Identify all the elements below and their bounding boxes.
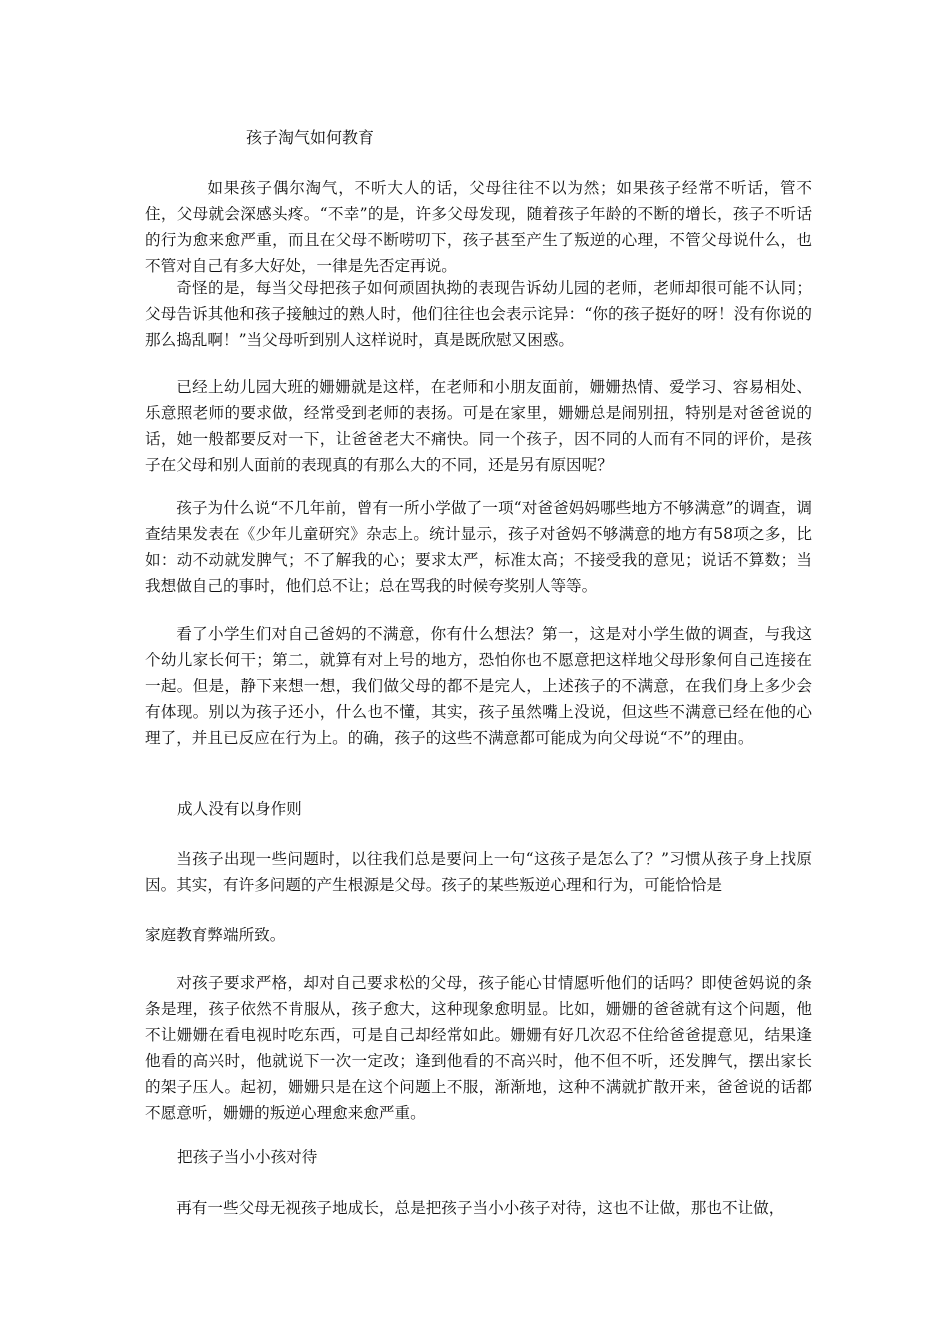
document-title: 孩子淘气如何教育 [246, 128, 375, 147]
paragraph-6: 当孩子出现一些问题时，以往我们总是要问上一句“这孩子是怎么了？”习惯从孩子身上找原因。其实，有许多问题的产生根源是父母。孩子的某些叛逆心理和行为，可能恰恰是 [145, 850, 812, 894]
paragraph-8: 对孩子要求严格，却对自己要求松的父母，孩子能心甘情愿听他们的话吗？即使爸妈说的条条是理，孩子依然不肯服从，孩子愈大，这种现象愈明显。比如，姗姗的爸爸就有这个问题，他不让姗姗在看电视时吃东西，可是自己却经常如此。姗姗有好几次忍不住给爸爸提意见，结果逢他看的高兴时，他就说下一次一定改；逢到他看的不高兴时，他不但不听，还发脾气，摆出家长的架子压人。起初，姗姗只是在这个问题上不服，渐渐地，这种不满就扩散开来，爸爸说的话都不愿意听，姗姗的叛逆心理愈来愈严重。 [145, 974, 812, 1122]
paragraph-2: 奇怪的是，每当父母把孩子如何顽固执拗的表现告诉幼儿园的老师，老师却很可能不认同；父母告诉其他和孩子接触过的熟人时，他们往往也会表示诧异：“你的孩子挺好的呀！没有你说的那么捣乱啊！”当父母听到别人这样说时，真是既欣慰又困惑。 [145, 279, 812, 349]
paragraph-1: 如果孩子偶尔淘气，不听大人的话，父母往往不以为然；如果孩子经常不听话，管不住，父母就会深感头疼。“不幸”的是，许多父母发现，随着孩子年龄的不断的增长，孩子不听话的行为愈来愈严重，而且在父母不断唠叨下，孩子甚至产生了叛逆的心理，不管父母说什么，也不管对自己有多大好处，一律是先否定再说。 [145, 179, 812, 275]
paragraph-3: 已经上幼儿园大班的姗姗就是这样，在老师和小朋友面前，姗姗热情、爱学习、容易相处、乐意照老师的要求做，经常受到老师的表扬。可是在家里，姗姗总是闹别扭，特别是对爸爸说的话，她一般都要反对一下，让爸爸老大不痛快。同一个孩子，因不同的人而有不同的评价，是孩子在父母和别人面前的表现真的有那么大的不同，还是另有原因呢？ [145, 378, 812, 474]
section-heading-1: 成人没有以身作则 [177, 800, 302, 818]
paragraph-5: 看了小学生们对自己爸妈的不满意，你有什么想法？第一，这是对小学生做的调查，与我这个幼儿家长何干；第二，就算有对上号的地方，恐怕你也不愿意把这样地父母形象何自己连接在一起。但是，静下来想一想，我们做父母的都不是完人，上述孩子的不满意，在我们身上多少会有体现。别以为孩子还小，什么也不懂，其实，孩子虽然嘴上没说，但这些不满意已经在他的心理了，并且已反应在行为上。的确，孩子的这些不满意都可能成为向父母说“不”的理由。 [145, 625, 812, 747]
section-heading-2: 把孩子当小小孩对待 [177, 1148, 318, 1166]
paragraph-9: 再有一些父母无视孩子地成长，总是把孩子当小小孩子对待，这也不让做，那也不让做， [176, 1199, 785, 1217]
paragraph-4: 孩子为什么说“不几年前，曾有一所小学做了一项“对爸爸妈妈哪些地方不够满意”的调查，调查结果发表在《少年儿童研究》杂志上。统计显示，孩子对爸妈不够满意的地方有58项之多，比如：动不动就发脾气；不了解我的心；要求太严，标准太高；不接受我的意见；说话不算数；当我想做自己的事时，他们总不让；总在骂我的时候夸奖别人等等。 [145, 499, 812, 595]
paragraph-7: 家庭教育弊端所致。 [145, 926, 286, 944]
